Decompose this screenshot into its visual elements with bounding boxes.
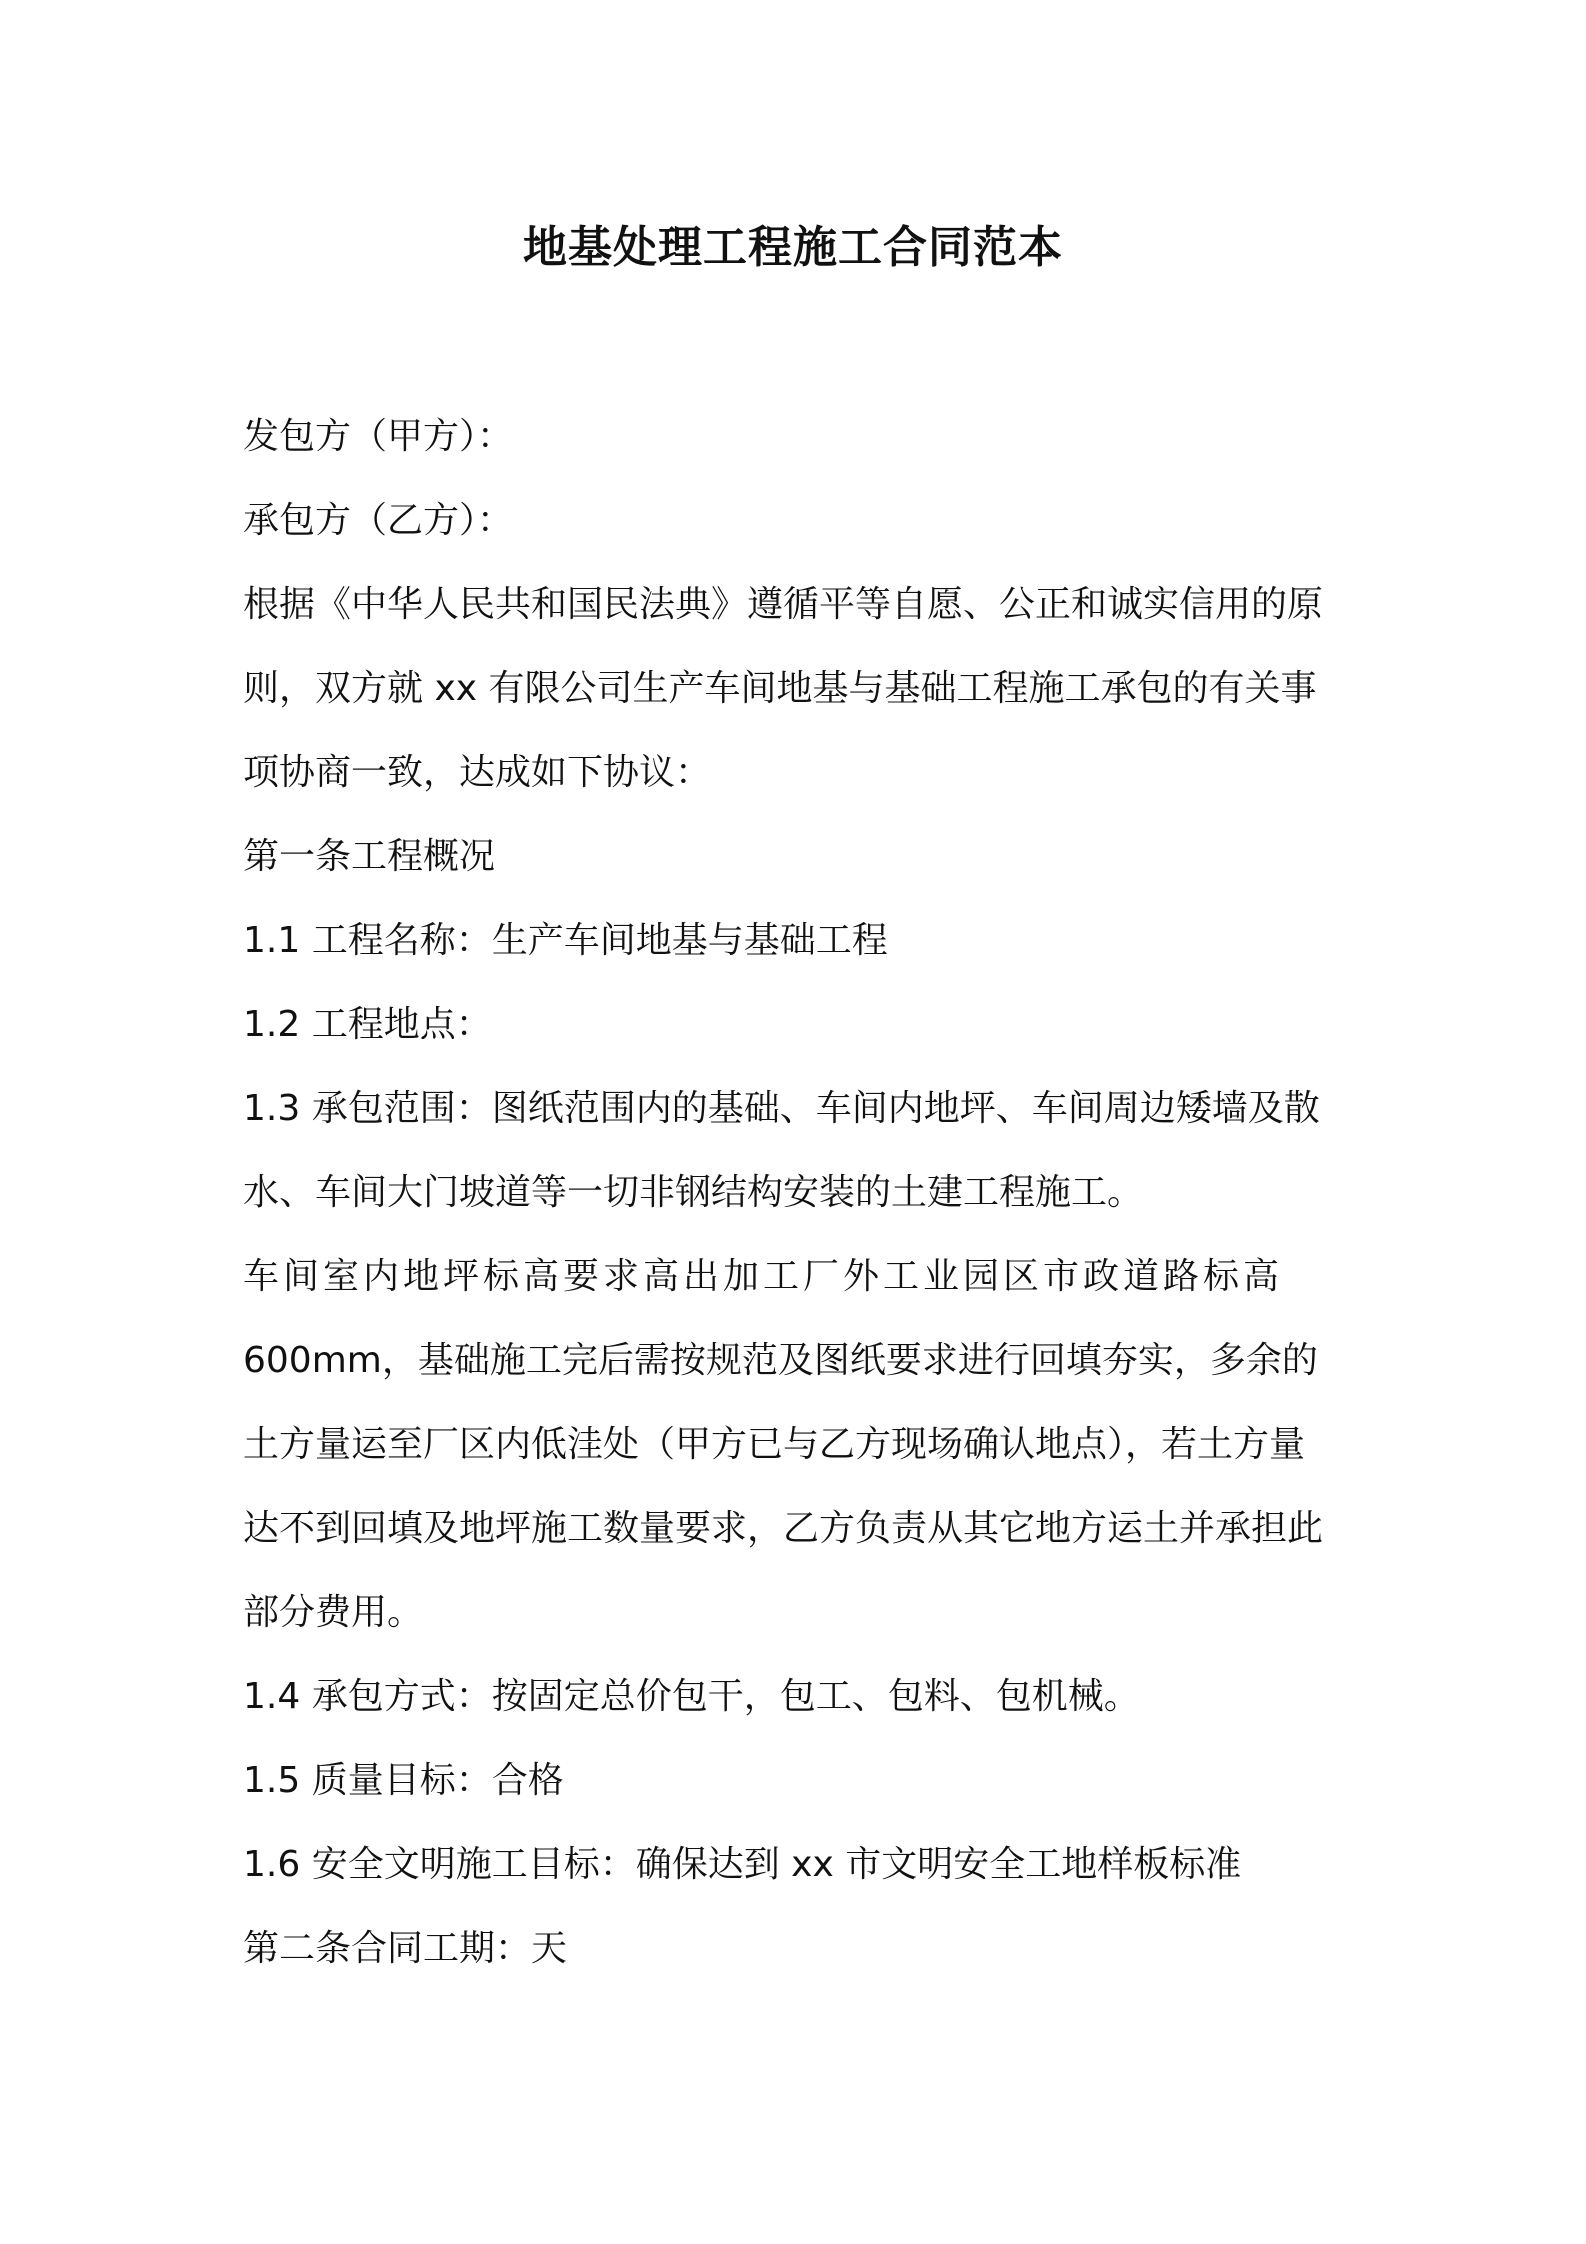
clause-1-3-line-2: 水、车间大门坡道等一切非钢结构安装的土建工程施工。 — [243, 1172, 1144, 1213]
clause-1-6: 1.6 安全文明施工目标：确保达到 xx 市文明安全工地样板标准 — [243, 1844, 1242, 1885]
clause-1-4: 1.4 承包方式：按固定总价包干，包工、包料、包机械。 — [243, 1676, 1140, 1717]
clause-1-3-line-1: 1.3 承包范围：图纸范围内的基础、车间内地坪、车间周边矮墙及散 — [243, 1088, 1320, 1129]
clause-1-2: 1.2 工程地点： — [243, 1004, 492, 1045]
preamble-line-2: 则，双方就 xx 有限公司生产车间地基与基础工程施工承包的有关事 — [243, 668, 1317, 709]
preamble-line-3: 项协商一致，达成如下协议： — [243, 752, 712, 793]
document-title: 地基处理工程施工合同范本 — [523, 222, 1063, 273]
party-b-line: 承包方（乙方）： — [243, 500, 514, 541]
preamble-line-1: 根据《中华人民共和国民法典》遵循平等自愿、公正和诚实信用的原 — [243, 584, 1324, 625]
article-2-heading: 第二条合同工期：天 — [243, 1928, 568, 1969]
floor-elevation-line-2: 600mm，基础施工完后需按规范及图纸要求进行回填夯实，多余的 — [243, 1340, 1318, 1381]
floor-elevation-line-4: 达不到回填及地坪施工数量要求，乙方负责从其它地方运土并承担此 — [243, 1508, 1324, 1549]
floor-elevation-line-3: 土方量运至厂区内低洼处（甲方已与乙方现场确认地点），若土方量 — [243, 1424, 1306, 1465]
article-1-heading: 第一条工程概况 — [243, 836, 496, 877]
floor-elevation-line-1: 车间室内地坪标高要求高出加工厂外工业园区市政道路标高 — [243, 1256, 1284, 1297]
clause-1-1: 1.1 工程名称：生产车间地基与基础工程 — [243, 920, 888, 961]
party-a-line: 发包方（甲方）： — [243, 416, 514, 457]
floor-elevation-line-5: 部分费用。 — [243, 1592, 424, 1633]
clause-1-5: 1.5 质量目标：合格 — [243, 1760, 564, 1801]
